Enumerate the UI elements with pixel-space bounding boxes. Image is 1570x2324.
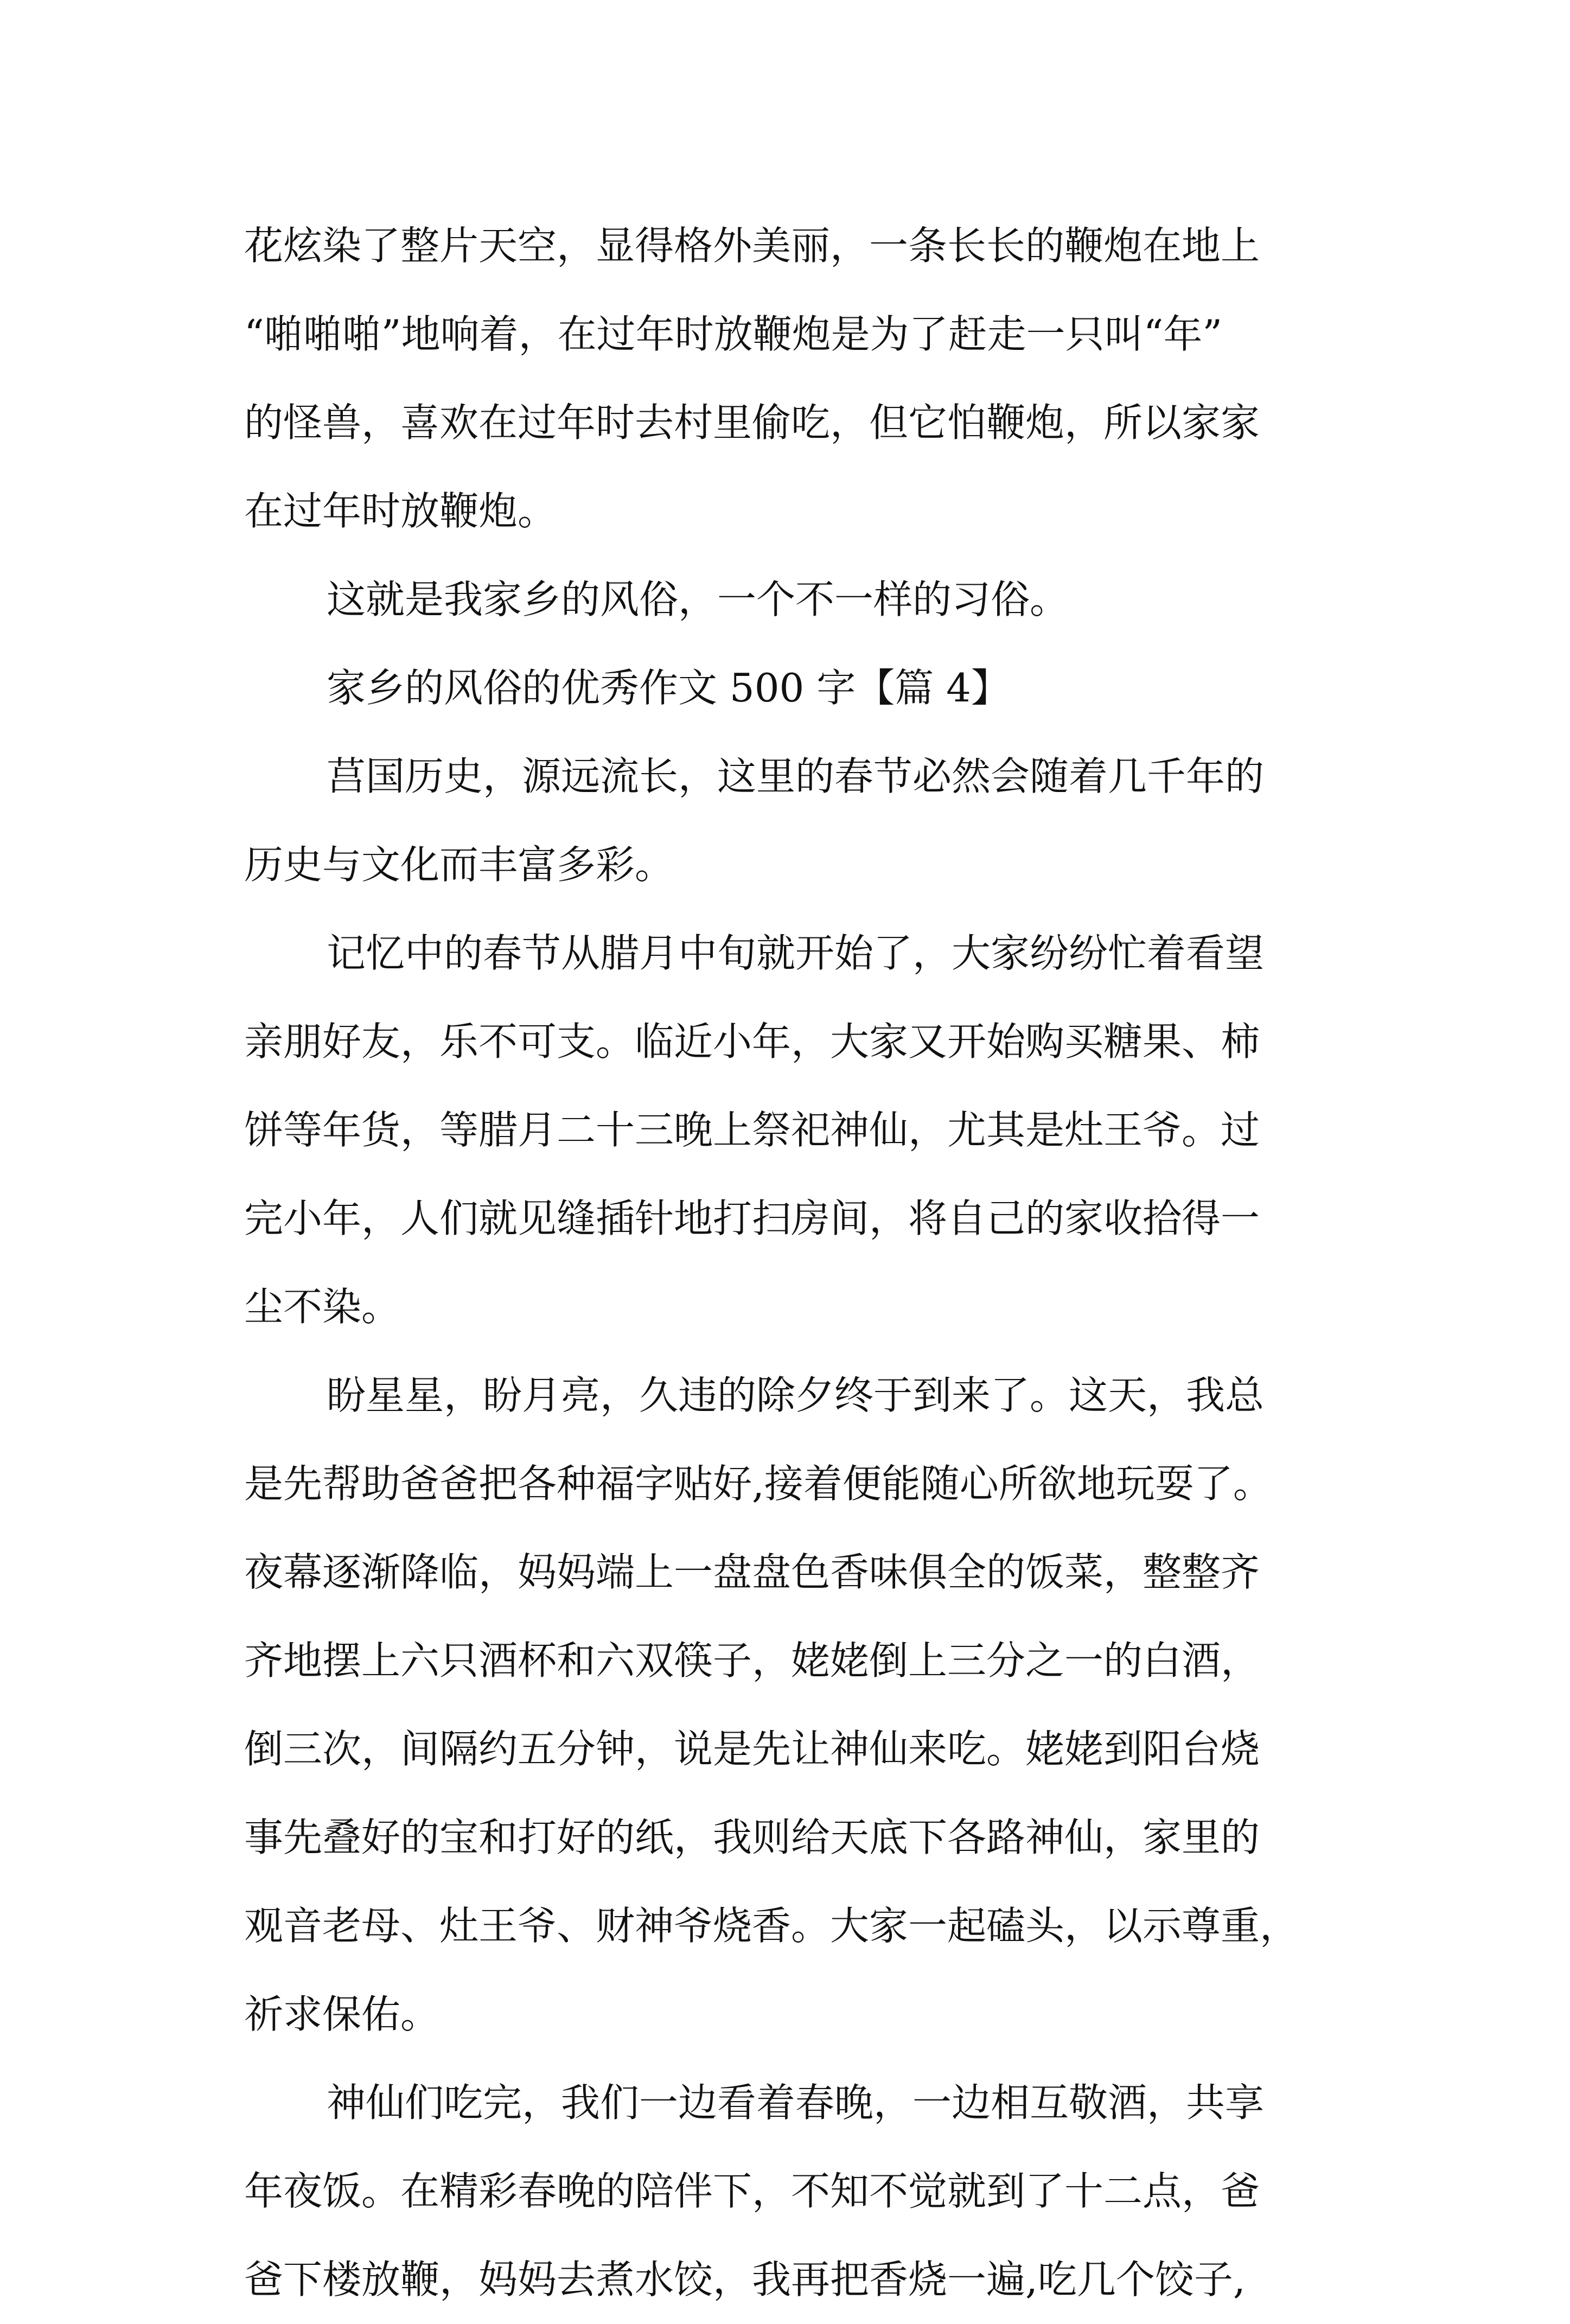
paragraph-start-line: 盼星星，盼月亮，久违的除夕终于到来了。这天，我总	[327, 1372, 1265, 1418]
text-line: 祈求保佑。	[244, 1991, 440, 2037]
text-line: 爸下楼放鞭，妈妈去煮水饺，我再把香烧一遍,吃几个饺子,	[244, 2257, 1246, 2302]
text-line: 的怪兽，喜欢在过年时去村里偷吃，但它怕鞭炮，所以家家	[244, 400, 1260, 445]
section-heading: 家乡的风俗的优秀作文 500 字【篇 4】	[327, 665, 1010, 711]
paragraph-start-line: 这就是我家乡的风俗，一个不一样的习俗。	[327, 577, 1069, 622]
text-line: 饼等年货，等腊月二十三晚上祭祀神仙，尤其是灶王爷。过	[244, 1107, 1260, 1153]
text-line: 夜幕逐渐降临，妈妈端上一盘盘色香味俱全的饭菜，整整齐	[244, 1549, 1260, 1595]
text-line: 是先帮助爸爸把各种福字贴好,接着便能随心所欲地玩耍了。	[244, 1461, 1272, 1506]
paragraph-start-line: 莒国历史，源远流长，这里的春节必然会随着几千年的	[327, 754, 1265, 799]
text-line: 在过年时放鞭炮。	[244, 488, 557, 534]
text-line: 齐地摆上六只酒杯和六双筷子，姥姥倒上三分之一的白酒，	[244, 1638, 1260, 1683]
text-line: 完小年，人们就见缝插针地打扫房间，将自己的家收拾得一	[244, 1196, 1260, 1241]
text-line: 倒三次，间隔约五分钟，说是先让神仙来吃。姥姥到阳台烧	[244, 1726, 1260, 1772]
text-line: 历史与文化而丰富多彩。	[244, 842, 674, 888]
text-line: 事先叠好的宝和打好的纸，我则给天底下各路神仙，家里的	[244, 1815, 1260, 1860]
paragraph-start-line: 记忆中的春节从腊月中旬就开始了，大家纷纷忙着看望	[327, 930, 1265, 976]
text-line: 花炫染了整片天空，显得格外美丽，一条长长的鞭炮在地上	[244, 223, 1260, 269]
paragraph-start-line: 神仙们吃完，我们一边看着春晚，一边相互敬酒，共享	[327, 2080, 1265, 2125]
text-line: 亲朋好友，乐不可支。临近小年，大家又开始购买糖果、柿	[244, 1019, 1260, 1064]
text-line: 观音老母、灶王爷、财神爷烧香。大家一起磕头，以示尊重，	[244, 1903, 1299, 1949]
text-line: 年夜饭。在精彩春晚的陪伴下，不知不觉就到了十二点，爸	[244, 2168, 1260, 2214]
text-line: “啪啪啪”地响着，在过年时放鞭炮是为了赶走一只叫“年”	[244, 311, 1223, 357]
text-line: 尘不染。	[244, 1284, 401, 1330]
document-body	[244, 202, 1340, 2324]
